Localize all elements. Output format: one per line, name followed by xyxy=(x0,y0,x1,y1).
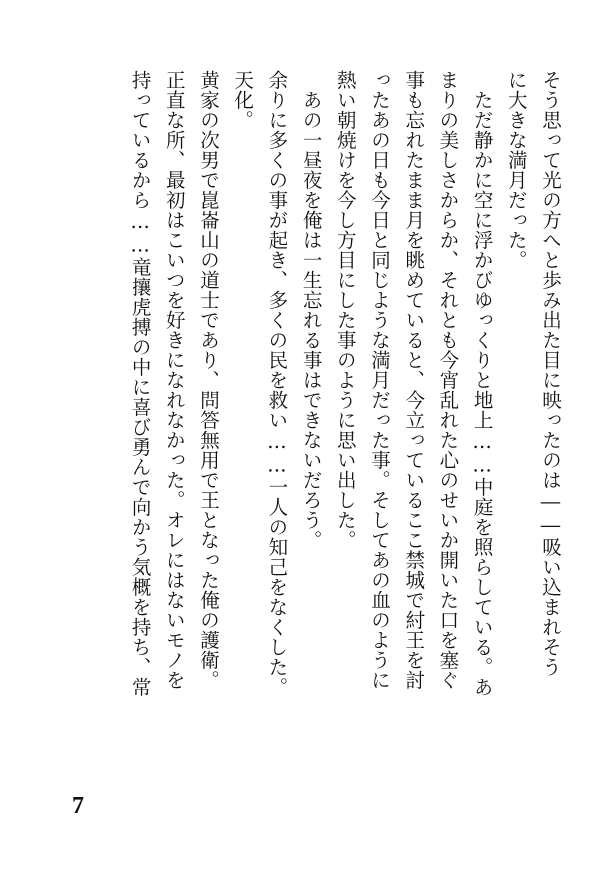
page-number: 7 xyxy=(72,793,84,819)
text-line: 持っているから……竜攘虎搏の中に喜び勇んで向かう気概を持ち、常 xyxy=(128,70,152,697)
text-line: そう思って光の方へと歩み出た目に映ったのは――吸い込まれそう xyxy=(539,70,562,677)
text-line: 事も忘れたまま月を眺めていると、今立っているここ禁城で紂王を討 xyxy=(402,70,426,690)
text-line: 余りに多くの事が起き、多くの民を救い……一人の知己をなくした。 xyxy=(265,70,289,697)
text-line: 黄家の次男で崑崙山の道士であり、問答無用で王となった俺の護衛。 xyxy=(196,70,220,690)
body-text xyxy=(122,70,567,800)
text-line: に大きな満月だった。 xyxy=(504,70,528,270)
text-line: あの一昼夜を俺は一生忘れる事はできないだろう。 xyxy=(299,70,323,550)
text-line: ったあの日も今日と同じような満月だった事。そしてあの血のように xyxy=(367,70,391,690)
text-line: 天化。 xyxy=(231,70,255,130)
text-line: まりの美しさからか、それとも今宵乱れた心のせいか開いた口を塞ぐ xyxy=(436,70,460,690)
text-line: 正直な所、最初はこいつを好きになれなかった。オレにはないモノを xyxy=(162,70,186,690)
text-line: ただ静かに空に浮かびゆっくりと地上……中庭を照らしている。あ xyxy=(470,70,494,697)
text-line: 熱い朝焼けを今し方目にした事のように思い出した。 xyxy=(333,70,357,550)
